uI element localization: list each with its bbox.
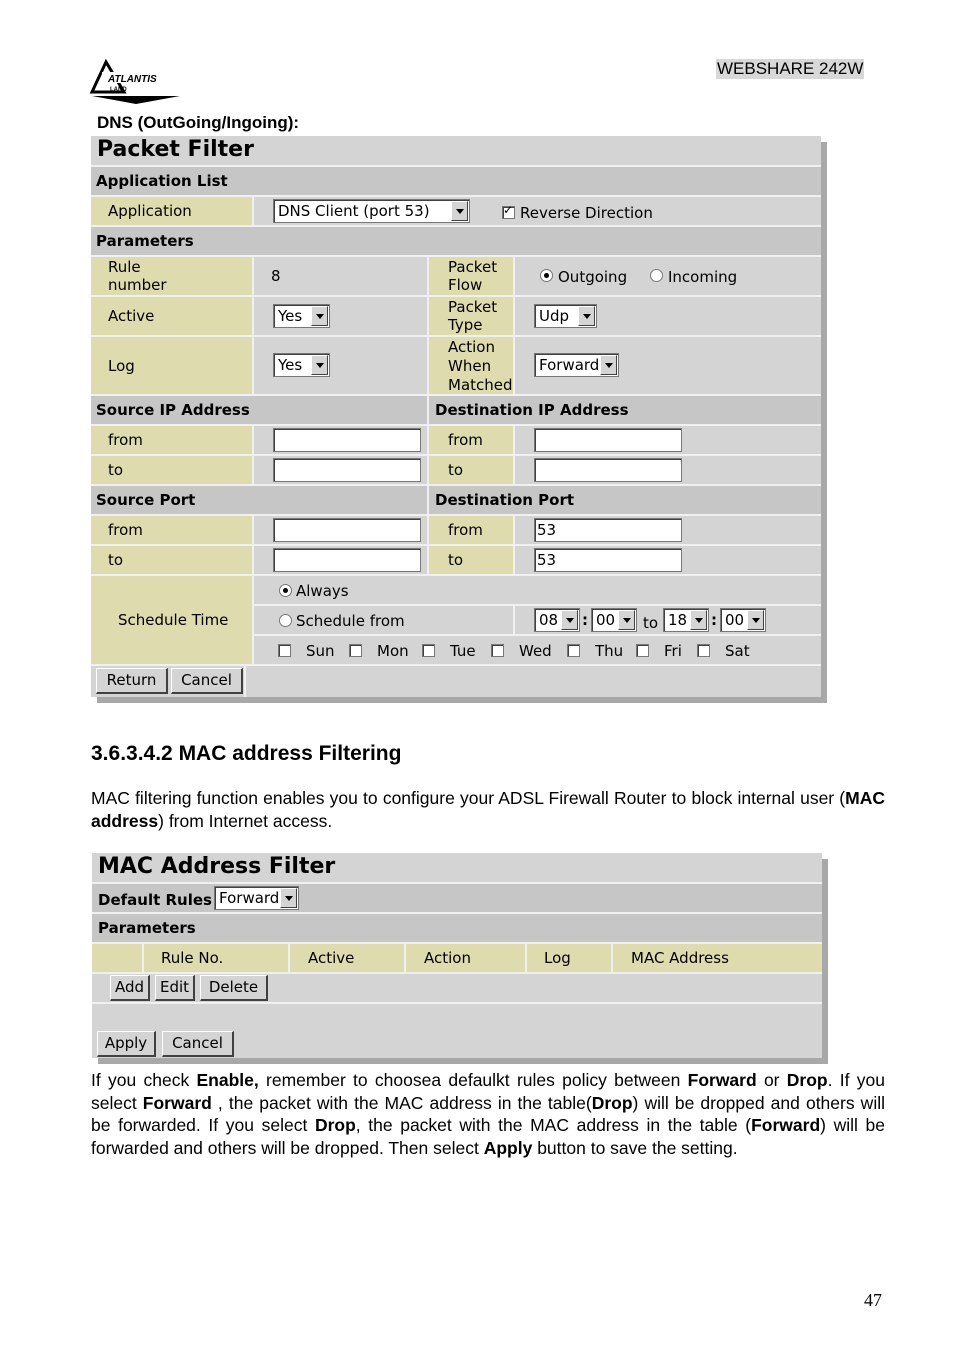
panel-title: MAC Address Filter — [98, 854, 336, 879]
default-rules-label: Default Rules — [98, 891, 212, 909]
chevron-down-icon[interactable] — [311, 355, 328, 375]
time-to-label: to — [643, 614, 659, 632]
outgoing-radio[interactable] — [540, 269, 553, 282]
day-mon-label: Mon — [377, 642, 409, 660]
day-fri-checkbox[interactable] — [636, 644, 649, 657]
col-log: Log — [544, 949, 571, 967]
application-label: Application — [108, 202, 192, 220]
outro-paragraph: If you check Enable, remember to choosea defaulkt rules policy between Forward or Drop. If you select Forward , the packet with the MAC address in the table(Drop) will be dropped and others will be forwarded. If you select Drop, the packet with the MAC address in the table (Forward) will be forwarded and others will be dropped. Then select Apply button to save the setting. — [91, 1070, 885, 1158]
page-number: 47 — [864, 1290, 882, 1310]
source-ip-to-input[interactable] — [273, 458, 421, 482]
day-sat-label: Sat — [725, 642, 750, 660]
packet-type-select[interactable]: Udp — [534, 304, 597, 328]
dest-port-from-input[interactable]: 53 — [534, 518, 682, 542]
end-hour-select[interactable]: 18 — [663, 608, 709, 632]
outgoing-label: Outgoing — [558, 268, 628, 286]
incoming-label: Incoming — [668, 268, 738, 286]
dest-ip-to-label: to — [448, 461, 464, 479]
section-application-list: Application List — [96, 172, 228, 190]
day-wed-checkbox[interactable] — [491, 644, 504, 657]
dest-port-from-label: from — [448, 521, 483, 539]
source-port-to-label: to — [108, 551, 124, 569]
time-colon: : — [582, 611, 588, 629]
start-hour-select[interactable]: 08 — [534, 608, 580, 632]
dest-port-to-label: to — [448, 551, 464, 569]
atlantis-logo — [88, 58, 184, 104]
col-action: Action — [424, 949, 471, 967]
source-port-to-input[interactable] — [273, 548, 421, 572]
day-fri-label: Fri — [664, 642, 682, 660]
cancel-button[interactable]: Cancel — [162, 1031, 234, 1057]
section-source-port: Source Port — [96, 491, 196, 509]
end-minute-select[interactable]: 00 — [720, 608, 766, 632]
rule-number-value: 8 — [271, 267, 281, 285]
incoming-radio[interactable] — [650, 269, 663, 282]
col-active: Active — [308, 949, 355, 967]
svg-text:LAND: LAND — [110, 87, 127, 93]
section-destination-ip: Destination IP Address — [435, 401, 629, 419]
section-parameters: Parameters — [96, 232, 194, 250]
source-port-from-input[interactable] — [273, 518, 421, 542]
chevron-down-icon[interactable] — [311, 306, 328, 326]
chevron-down-icon[interactable] — [747, 610, 764, 630]
col-rule-no: Rule No. — [161, 949, 224, 967]
log-select[interactable]: Yes — [273, 353, 330, 377]
log-label: Log — [108, 357, 135, 375]
chevron-down-icon[interactable] — [561, 610, 578, 630]
packet-filter-panel — [91, 136, 821, 697]
add-button[interactable]: Add — [110, 975, 150, 1001]
section-heading: 3.6.3.4.2 MAC address Filtering — [91, 742, 402, 765]
always-label: Always — [296, 582, 349, 600]
day-wed-label: Wed — [519, 642, 552, 660]
always-radio[interactable] — [279, 584, 292, 597]
active-label: Active — [108, 307, 155, 325]
source-ip-from-label: from — [108, 431, 143, 449]
default-rules-select[interactable]: Forward — [214, 886, 299, 910]
chevron-down-icon[interactable] — [690, 610, 707, 630]
cancel-button[interactable]: Cancel — [171, 668, 243, 694]
source-ip-from-input[interactable] — [273, 428, 421, 452]
mac-filter-panel — [92, 853, 822, 1058]
dest-ip-from-input[interactable] — [534, 428, 682, 452]
section-parameters: Parameters — [98, 919, 196, 937]
edit-button[interactable]: Edit — [155, 975, 195, 1001]
delete-button[interactable]: Delete — [200, 975, 268, 1001]
reverse-direction-label: Reverse Direction — [520, 204, 653, 222]
chevron-down-icon[interactable] — [451, 201, 468, 221]
time-colon: : — [711, 611, 717, 629]
start-minute-select[interactable]: 00 — [591, 608, 637, 632]
day-sat-checkbox[interactable] — [697, 644, 710, 657]
schedule-from-radio[interactable] — [279, 614, 292, 627]
day-thu-checkbox[interactable] — [567, 644, 580, 657]
packet-type-label: Packet Type — [448, 298, 498, 334]
reverse-direction-checkbox[interactable] — [502, 206, 515, 219]
panel-title: Packet Filter — [97, 137, 254, 162]
dns-title: DNS (OutGoing/Ingoing): — [97, 113, 300, 132]
return-button[interactable]: Return — [96, 668, 168, 694]
day-thu-label: Thu — [595, 642, 624, 660]
day-tue-checkbox[interactable] — [422, 644, 435, 657]
action-when-matched-label: Action When Matched — [448, 338, 513, 394]
chevron-down-icon[interactable] — [578, 306, 595, 326]
dest-port-to-input[interactable]: 53 — [534, 548, 682, 572]
product-name: WEBSHARE 242W — [717, 59, 864, 78]
svg-text:ATLANTIS: ATLANTIS — [108, 74, 157, 85]
day-tue-label: Tue — [450, 642, 476, 660]
dest-ip-to-input[interactable] — [534, 458, 682, 482]
chevron-down-icon[interactable] — [618, 610, 635, 630]
section-destination-port: Destination Port — [435, 491, 575, 509]
schedule-from-label: Schedule from — [296, 612, 405, 630]
application-select[interactable]: DNS Client (port 53) — [273, 199, 470, 223]
section-source-ip: Source IP Address — [96, 401, 250, 419]
action-select[interactable]: Forward — [534, 353, 619, 377]
source-ip-to-label: to — [108, 461, 124, 479]
day-mon-checkbox[interactable] — [349, 644, 362, 657]
day-sun-checkbox[interactable] — [278, 644, 291, 657]
packet-flow-label: Packet Flow — [448, 258, 498, 294]
apply-button[interactable]: Apply — [97, 1031, 156, 1057]
active-select[interactable]: Yes — [273, 304, 330, 328]
schedule-time-label: Schedule Time — [118, 611, 229, 629]
source-port-from-label: from — [108, 521, 143, 539]
day-sun-label: Sun — [306, 642, 335, 660]
dest-ip-from-label: from — [448, 431, 483, 449]
rule-number-label: Rule number — [108, 258, 167, 294]
intro-paragraph: MAC filtering function enables you to configure your ADSL Firewall Router to block internal user (MAC address) from Internet access. — [91, 788, 885, 831]
chevron-down-icon[interactable] — [600, 355, 617, 375]
col-mac-address: MAC Address — [631, 949, 729, 967]
chevron-down-icon[interactable] — [280, 888, 297, 908]
